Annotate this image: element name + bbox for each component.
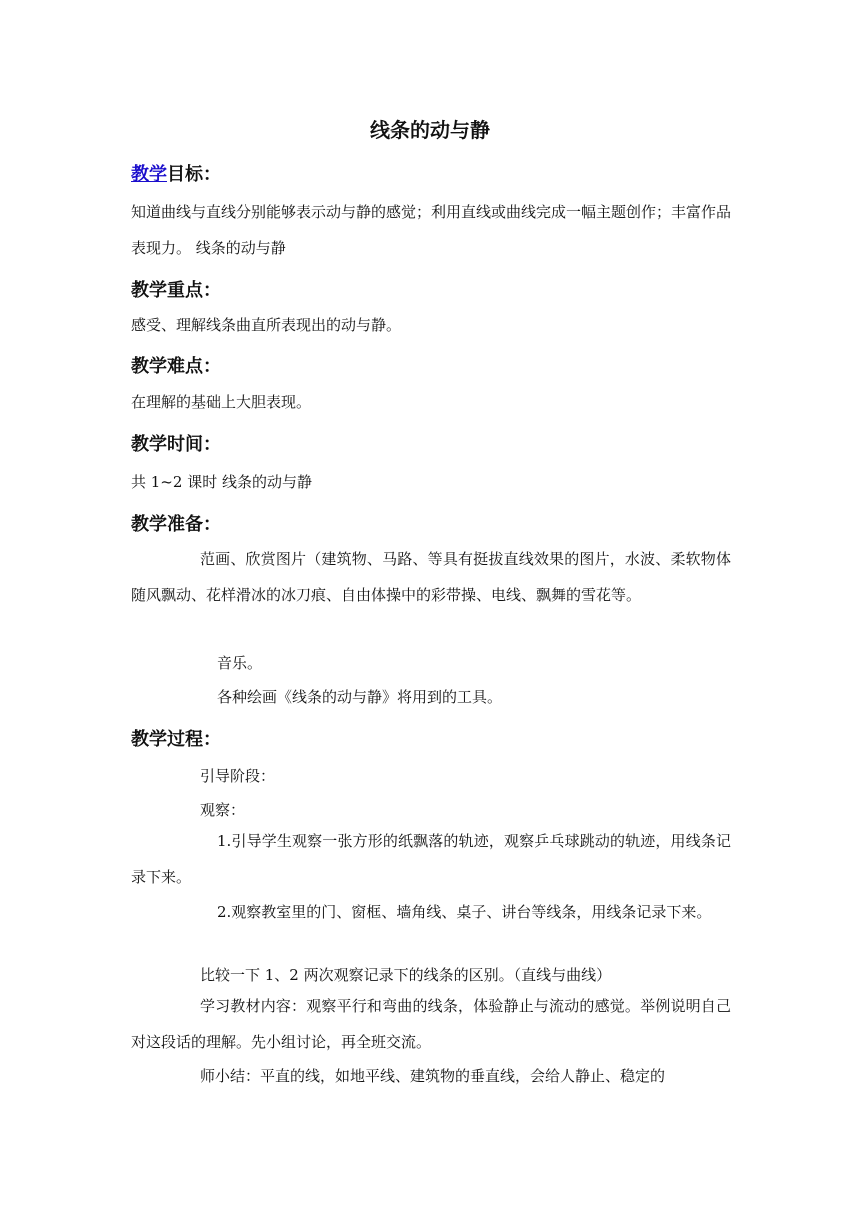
process-compare: 比较一下 1、2 两次观察记录下的线条的区别。（直线与曲线） [200, 966, 612, 984]
key-points-heading: 教学重点： [131, 280, 221, 301]
time-heading: 教学时间： [131, 434, 221, 455]
objectives-heading [131, 160, 221, 186]
preparation-heading: 教学准备： [131, 514, 221, 535]
difficulties-text: 在理解的基础上大胆表现。 [131, 393, 312, 411]
process-study: 学习教材内容：观察平行和弯曲的线条，体验静止与流动的感觉。举例说明自己对这段话的理解。先小组讨论，再全班交流。 [131, 997, 731, 1051]
process-step-2: 2.观察教室里的门、窗框、墙角线、桌子、讲台等线条，用线条记录下来。 [217, 903, 712, 921]
preparation-item-2: 音乐。 [217, 654, 263, 672]
process-stage: 引导阶段： [200, 767, 276, 785]
objectives-heading-link[interactable]: 教学 [131, 164, 167, 185]
process-observe: 观察： [200, 801, 246, 819]
time-text: 共 1~2 课时 线条的动与静 [131, 473, 312, 491]
preparation-item-3: 各种绘画《线条的动与静》将用到的工具。 [217, 688, 503, 706]
objectives-text: 知道曲线与直线分别能够表示动与静的感觉；利用直线或曲线完成一幅主题创作；丰富作品表现力。 线条的动与静 [131, 203, 732, 257]
preparation-item-1: 范画、欣赏图片（建筑物、马路、等具有挺拔直线效果的图片，水波、柔软物体随风飘动、花样滑冰的冰刀痕、自由体操中的彩带操、电线、飘舞的雪花等。 [131, 550, 731, 604]
objectives-heading-rest: 目标： [167, 164, 221, 185]
process-step-1: 1.引导学生观察一张方形的纸飘落的轨迹，观察乒乓球跳动的轨迹，用线条记录下来。 [131, 832, 731, 886]
difficulties-heading: 教学难点： [131, 356, 221, 377]
process-summary: 师小结：平直的线，如地平线、建筑物的垂直线，会给人静止、稳定的 [200, 1067, 666, 1085]
key-points-text: 感受、理解线条曲直所表现出的动与静。 [131, 316, 402, 334]
process-heading: 教学过程： [131, 729, 221, 750]
page-title: 线条的动与静 [370, 118, 490, 142]
